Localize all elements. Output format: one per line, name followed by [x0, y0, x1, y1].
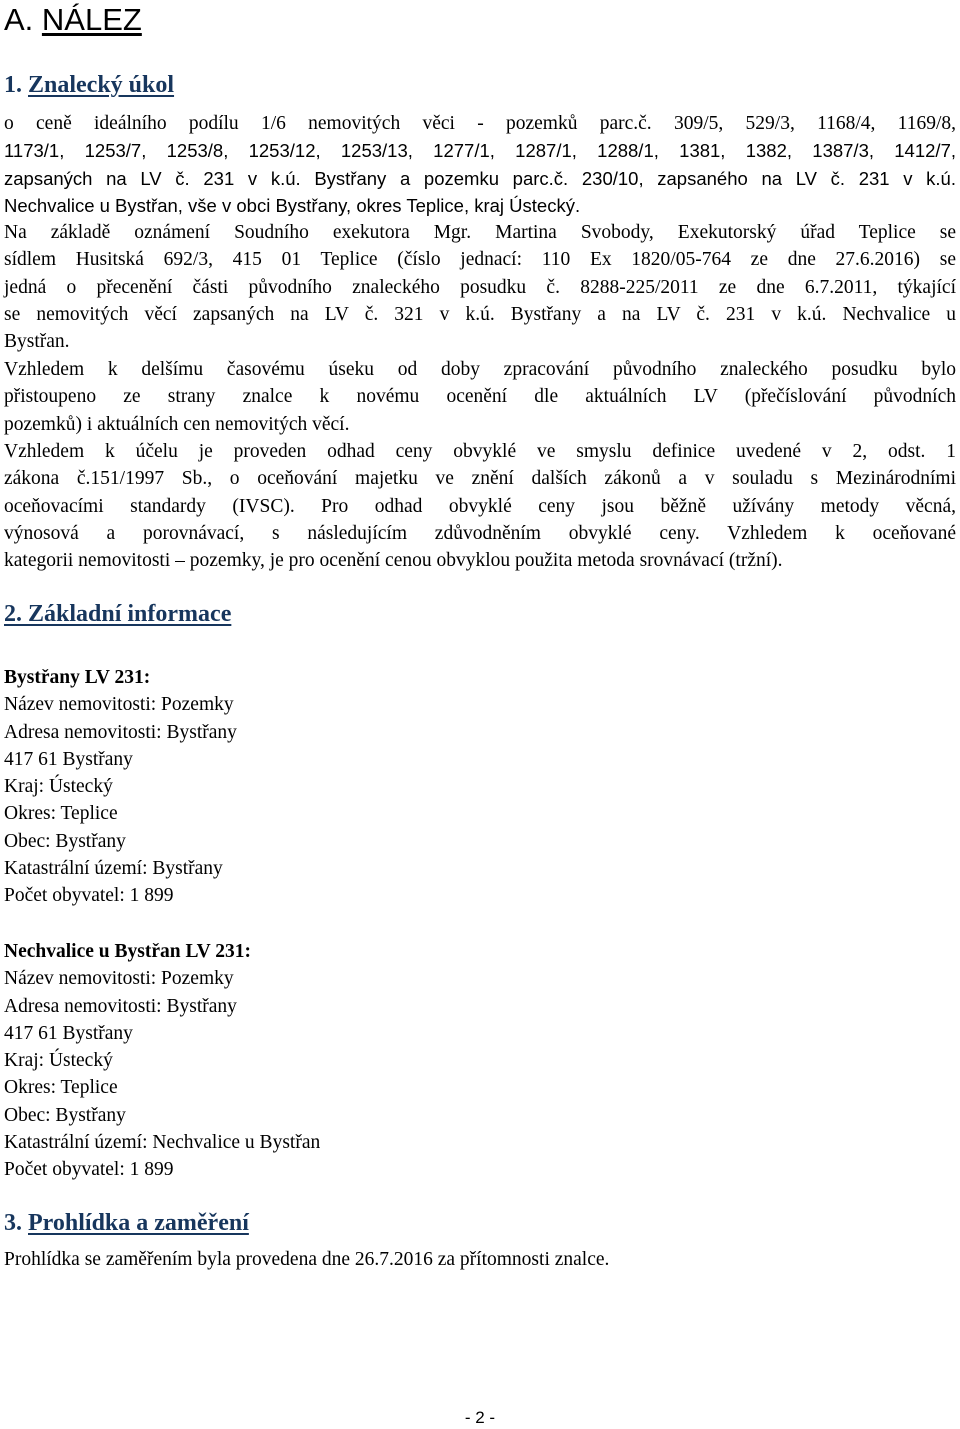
section1-heading — [4, 72, 174, 99]
section3-number: 3. — [4, 1210, 22, 1236]
info-line: Katastrální území: Bystřany — [4, 858, 223, 880]
info-line: Okres: Teplice — [4, 803, 118, 825]
info-block-nechvalice — [4, 938, 320, 1184]
info-line: 417 61 Bystřany — [4, 1022, 133, 1044]
paragraph-line: kategorii nemovitosti – pozemky, je pro ocenění cenou obvyklou použita metoda srovnávací (tržní). — [4, 550, 783, 572]
section3-paragraph: Prohlídka se zaměřením byla provedena dne 26.7.2016 za přítomnosti znalce. — [4, 1249, 610, 1270]
main-heading — [4, 2, 142, 38]
paragraph-line: jedná o přecenění části původního znaleckého posudku č. 8288-225/2011 ze dne 6.7.2011, týkající — [4, 276, 956, 298]
section1-paragraph3 — [4, 356, 956, 438]
paragraph-line: Vzhledem k delšímu časovému úseku od doby zpracování původního znaleckého posudku bylo — [4, 359, 956, 380]
info-line: Kraj: Ústecký — [4, 1050, 113, 1072]
section1-paragraph4 — [4, 438, 956, 574]
info-line: Počet obyvatel: 1 899 — [4, 1159, 174, 1181]
info-line: Adresa nemovitosti: Bystřany — [4, 721, 237, 743]
section2-heading — [4, 601, 231, 628]
info-line: Obec: Bystřany — [4, 830, 126, 852]
info-line: 417 61 Bystřany — [4, 748, 133, 770]
page-number: - 2 - — [464, 1408, 496, 1427]
section3-heading — [4, 1210, 249, 1237]
info-block-bystrany — [4, 664, 237, 910]
info-line: Katastrální území: Nechvalice u Bystřan — [4, 1132, 321, 1154]
paragraph-line: Bystřan. — [4, 331, 70, 353]
paragraph-line: o ceně ideálního podílu 1/6 nemovitých věci - pozemků parc.č. 309/5, 529/3, 1168/4, 1169/8, — [4, 113, 956, 134]
info-line: Kraj: Ústecký — [4, 776, 113, 798]
paragraph-line: Nechvalice u Bystřan, vše v obci Bystřany, okres Teplice, kraj Ústecký. — [4, 194, 581, 216]
info-line: Okres: Teplice — [4, 1077, 118, 1099]
paragraph-line: se nemovitých věcí zapsaných na LV č. 321 v k.ú. Bystřany a na LV č. 231 v k.ú. Nechvalice u — [4, 303, 956, 325]
section3-title: Prohlídka a zaměření — [28, 1210, 249, 1236]
paragraph-line: přistoupeno ze strany znalce k novému ocenění dle aktuálních LV (přečíslování původních — [4, 386, 956, 408]
section1-title: Znalecký úkol — [28, 72, 175, 98]
section1-paragraph2 — [4, 219, 956, 355]
section1-paragraph1 — [4, 110, 956, 219]
info-block-title: Bystřany LV 231: — [4, 667, 151, 688]
paragraph-line: Vzhledem k účelu je proveden odhad ceny obvyklé ve smyslu definice uvedené v 2, odst. 1 — [4, 441, 956, 462]
info-line: Obec: Bystřany — [4, 1104, 126, 1126]
paragraph-line: sídlem Husitská 692/3, 415 01 Teplice (číslo jednací: 110 Ex 1820/05-764 ze dne 27.6.2016) se — [4, 249, 956, 271]
paragraph-line: zákona č.151/1997 Sb., o oceňování majetku ve znění dalších zákonů a v souladu s Mezinárodními — [4, 468, 956, 490]
section1-number: 1. — [4, 72, 22, 98]
section2-title: 2. Základní informace — [4, 601, 232, 627]
paragraph-line: oceňovacími standardy (IVSC). Pro odhad obvyklé ceny jsou běžně užívány metody věcná, — [4, 495, 956, 517]
main-heading-prefix: A. — [4, 2, 42, 37]
info-line: Název nemovitosti: Pozemky — [4, 694, 234, 716]
paragraph-line: výnosová a porovnávací, s následujícím zdůvodněním obvyklé ceny. Vzhledem k oceňované — [4, 522, 956, 544]
info-line: Název nemovitosti: Pozemky — [4, 968, 234, 990]
info-block-title: Nechvalice u Bystřan LV 231: — [4, 941, 252, 962]
main-heading-title: NÁLEZ — [41, 2, 142, 37]
info-line: Adresa nemovitosti: Bystřany — [4, 995, 237, 1017]
info-line: Počet obyvatel: 1 899 — [4, 885, 174, 907]
paragraph-line: 1173/1, 1253/7, 1253/8, 1253/12, 1253/13, 1277/1, 1287/1, 1288/1, 1381, 1382, 1387/3, 1412/7, — [4, 140, 956, 162]
paragraph-line: pozemků) i aktuálních cen nemovitých věcí. — [4, 413, 350, 435]
paragraph-line: zapsaných na LV č. 231 v k.ú. Bystřany a pozemku parc.č. 230/10, zapsaného na LV č. 231 v k.ú. — [4, 167, 956, 189]
section3-text — [4, 1246, 609, 1273]
paragraph-line: Na základě oznámení Soudního exekutora Mgr. Martina Svobody, Exekutorský úřad Teplice se — [4, 222, 956, 243]
